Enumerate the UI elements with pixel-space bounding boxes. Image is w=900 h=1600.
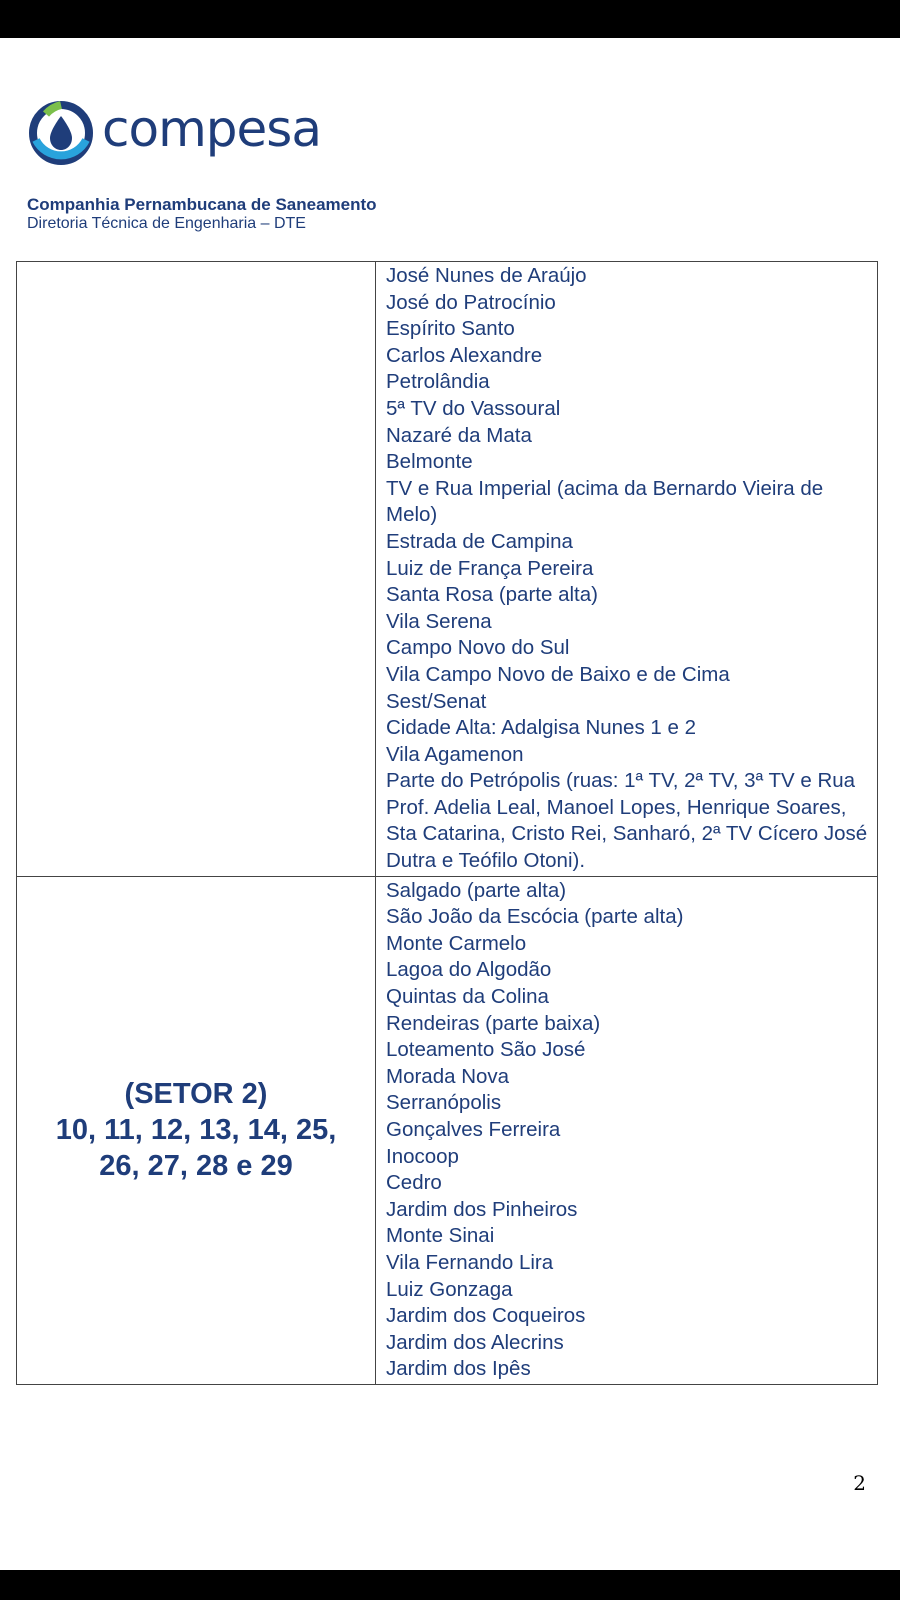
street-item: Monte Sinai	[386, 1224, 495, 1248]
street-item: Estrada de Campina	[386, 529, 573, 553]
street-item: Jardim dos Alecrins	[386, 1330, 564, 1354]
street-item: Loteamento São José	[386, 1038, 586, 1062]
street-item: Cidade Alta: Adalgisa Nunes 1 e 2	[386, 716, 696, 740]
street-item: São João da Escócia (parte alta)	[386, 905, 684, 929]
street-item: Campo Novo do Sul	[386, 636, 570, 660]
street-item: Espírito Santo	[386, 317, 515, 341]
street-item: Serranópolis	[386, 1091, 502, 1115]
street-item: Jardim dos Coqueiros	[386, 1304, 586, 1328]
street-item: Parte do Petrópolis (ruas: 1ª TV, 2ª TV, 3ª TV e Rua Prof. Adelia Leal, Manoel Lopes, Henrique Soares, Sta Catarina, Cristo Rei, Sanharó, 2ª TV Cícero José Dutra e Teófilo Otoni).	[386, 769, 868, 873]
street-item: Gonçalves Ferreira	[386, 1118, 561, 1141]
streets-cell	[376, 876, 878, 1384]
street-item: José do Patrocínio	[386, 290, 556, 314]
street-item: Luiz Gonzaga	[386, 1277, 513, 1301]
street-item: Jardim dos Ipês	[386, 1357, 531, 1381]
street-item: Petrolândia	[386, 370, 490, 394]
street-item: Lagoa do Algodão	[386, 958, 552, 982]
street-item: Vila Campo Novo de Baixo e de Cima	[386, 662, 730, 686]
street-item: José Nunes de Araújo	[386, 264, 587, 287]
table-row	[17, 876, 878, 1384]
sector-numbers-line: 10, 11, 12, 13, 14, 25,	[55, 1114, 337, 1147]
street-item: Vila Agamenon	[386, 742, 524, 766]
streets-cell	[376, 262, 878, 877]
page-number: 2	[853, 1471, 866, 1495]
street-item: Rendeiras (parte baixa)	[386, 1011, 601, 1035]
sector-label: (SETOR 2)	[124, 1078, 268, 1111]
table-row	[17, 262, 878, 877]
street-item: 5ª TV do Vassoural	[386, 396, 561, 420]
company-name: Companhia Pernambucana de Saneamento	[27, 195, 377, 214]
street-item: Santa Rosa (parte alta)	[386, 583, 598, 607]
street-item: Morada Nova	[386, 1064, 510, 1088]
sector-cell	[17, 262, 376, 877]
street-item: Cedro	[386, 1171, 442, 1195]
sectors-table	[16, 261, 878, 1385]
street-item: Salgado (parte alta)	[386, 878, 567, 902]
street-item: Monte Carmelo	[386, 931, 527, 955]
compesa-logo	[28, 100, 321, 166]
street-item: Sest/Senat	[386, 689, 487, 713]
street-item: Belmonte	[386, 450, 473, 474]
document-page	[0, 38, 900, 1570]
sector-numbers-line: 26, 27, 28 e 29	[99, 1150, 293, 1183]
street-item: Carlos Alexandre	[386, 343, 543, 367]
street-item: Jardim dos Pinheiros	[386, 1197, 578, 1221]
logo-wordmark: compesa	[102, 100, 321, 158]
street-item: Luiz de França Pereira	[386, 556, 594, 580]
water-drop-logo-icon	[28, 100, 94, 166]
street-item: Nazaré da Mata	[386, 423, 532, 447]
street-item: Inocoop	[386, 1144, 459, 1168]
sector-cell	[17, 876, 376, 1384]
department-name: Diretoria Técnica de Engenharia – DTE	[27, 215, 306, 232]
street-item: Vila Fernando Lira	[386, 1250, 554, 1274]
street-item: Vila Serena	[386, 609, 492, 633]
street-item: TV e Rua Imperial (acima da Bernardo Vieira de Melo)	[386, 476, 824, 527]
street-item: Quintas da Colina	[386, 985, 549, 1009]
